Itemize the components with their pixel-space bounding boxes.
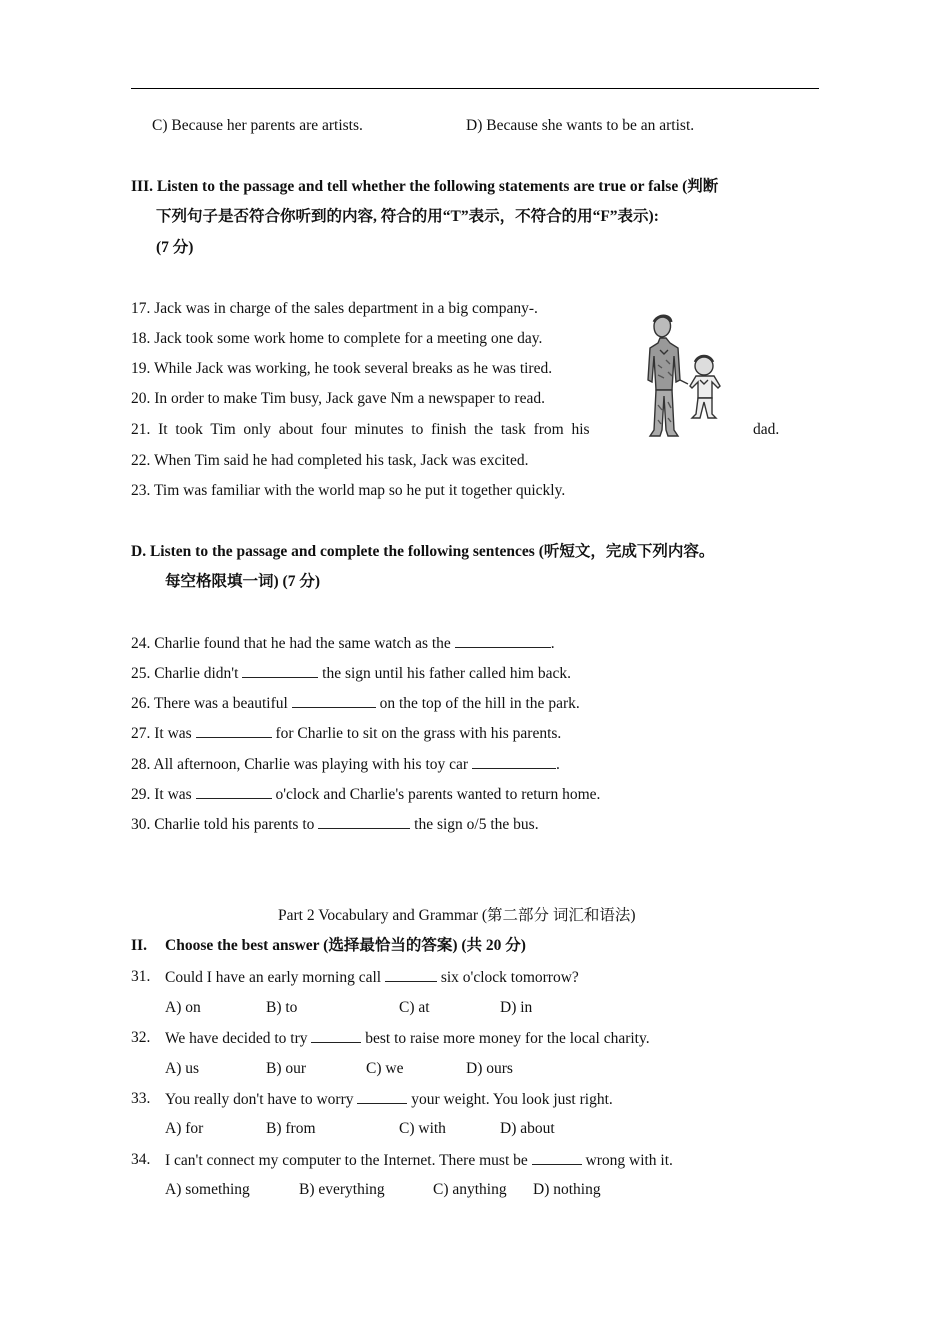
fill-item-text: 25. Charlie didn't: [131, 665, 243, 682]
q31-option-b[interactable]: B) to: [266, 999, 298, 1016]
answer-blank[interactable]: [532, 1150, 582, 1165]
fill-item-text: 27. It was: [131, 725, 196, 742]
option-c: C) Because her parents are artists.: [152, 117, 363, 134]
q32-option-b[interactable]: B) our: [266, 1060, 307, 1077]
q34-option-c[interactable]: C) anything: [433, 1181, 507, 1198]
question-text: I can't connect my computer to the Internet. There must be: [165, 1152, 532, 1169]
q34-option-b[interactable]: B) everything: [299, 1181, 385, 1198]
statement-23: 23. Tim was familiar with the world map so he put it together quickly.: [131, 482, 566, 499]
fill-item-text: on the top of the hill in the park.: [375, 695, 580, 712]
q34-option-d[interactable]: D) nothing: [533, 1181, 601, 1198]
fill-item-text: 28. All afternoon, Charlie was playing with his toy car: [131, 756, 472, 773]
q33-option-b[interactable]: B) from: [266, 1120, 316, 1137]
question-text: best to raise more money for the local charity.: [361, 1030, 650, 1047]
question-text: wrong with it.: [581, 1152, 673, 1169]
question-text: You really don't have to worry: [165, 1091, 358, 1108]
answer-blank[interactable]: [292, 693, 376, 708]
q32-option-a[interactable]: A) us: [165, 1060, 200, 1077]
fill-item-text: the sign o/5 the bus.: [410, 816, 539, 833]
fill-item-30: [131, 814, 539, 835]
answer-blank[interactable]: [455, 633, 551, 648]
question-32: [165, 1028, 650, 1049]
section3-heading-line2: 下列句子是否符合你听到的内容, 符合的用“T”表示，不符合的用“F”表示):: [156, 208, 659, 225]
q34-option-a[interactable]: A) something: [165, 1181, 250, 1198]
question-text: Could I have an early morning call: [165, 969, 385, 986]
question-33: [165, 1089, 613, 1110]
fill-item-28: [131, 754, 560, 775]
statement-21-end: dad.: [753, 421, 780, 438]
question-number: 32.: [131, 1029, 151, 1046]
fill-item-text: 26. There was a beautiful: [131, 695, 292, 712]
q33-option-c[interactable]: C) with: [399, 1120, 446, 1137]
section3-heading-line1: III. Listen to the passage and tell whether the following statements are true or false (判断: [131, 178, 719, 195]
father-son-illustration: [636, 310, 732, 440]
statement-17: 17. Jack was in charge of the sales department in a big company-.: [131, 300, 538, 317]
q32-option-c[interactable]: C) we: [366, 1060, 404, 1077]
q33-option-d[interactable]: D) about: [500, 1120, 555, 1137]
top-rule: [131, 88, 819, 89]
fill-item-text: 29. It was: [131, 786, 196, 803]
fill-item-text: for Charlie to sit on the grass with his parents.: [271, 725, 562, 742]
section3-heading-line3: (7 分): [156, 239, 194, 256]
answer-blank[interactable]: [242, 663, 318, 678]
fill-item-24: [131, 633, 555, 654]
question-text: We have decided to try: [165, 1030, 312, 1047]
fill-item-27: [131, 723, 561, 744]
q32-option-d[interactable]: D) ours: [466, 1060, 513, 1077]
answer-blank[interactable]: [196, 784, 272, 799]
q31-option-a[interactable]: A) on: [165, 999, 201, 1016]
q31-option-d[interactable]: D) in: [500, 999, 533, 1016]
fill-item-text: the sign until his father called him back.: [318, 665, 571, 682]
statement-18: 18. Jack took some work home to complete for a meeting one day.: [131, 330, 543, 347]
question-number: 31.: [131, 968, 151, 985]
question-number: 34.: [131, 1151, 151, 1168]
fill-item-29: [131, 784, 600, 805]
answer-blank[interactable]: [472, 754, 556, 769]
statement-20: 20. In order to make Tim busy, Jack gave Nm a newspaper to read.: [131, 390, 545, 407]
fill-item-text: 24. Charlie found that he had the same watch as the: [131, 635, 455, 652]
part2-heading: Choose the best answer (选择最恰当的答案) (共 20 分): [165, 937, 526, 954]
q31-option-c[interactable]: C) at: [399, 999, 430, 1016]
statement-21: 21. It took Tim only about four minutes to finish the task from his: [131, 421, 590, 438]
answer-blank[interactable]: [357, 1089, 407, 1104]
question-text: six o'clock tomorrow?: [436, 969, 579, 986]
fill-item-text: .: [555, 756, 560, 773]
answer-blank[interactable]: [196, 723, 272, 738]
part2-title: Part 2 Vocabulary and Grammar (第二部分 词汇和语法): [278, 907, 636, 924]
answer-blank[interactable]: [318, 814, 410, 829]
fill-item-text: o'clock and Charlie's parents wanted to return home.: [271, 786, 601, 803]
statement-22: 22. When Tim said he had completed his task, Jack was excited.: [131, 452, 529, 469]
answer-blank[interactable]: [385, 967, 437, 982]
question-number: 33.: [131, 1090, 151, 1107]
sectionD-heading-line2: 每空格限填一词) (7 分): [165, 573, 320, 590]
question-31: [165, 967, 579, 988]
question-34: [165, 1150, 673, 1171]
part2-heading-num: II.: [131, 937, 147, 954]
answer-blank[interactable]: [311, 1028, 361, 1043]
question-text: your weight. You look just right.: [407, 1091, 613, 1108]
option-d: D) Because she wants to be an artist.: [466, 117, 695, 134]
fill-item-text: 30. Charlie told his parents to: [131, 816, 319, 833]
fill-item-25: [131, 663, 571, 684]
sectionD-heading-line1: D. Listen to the passage and complete the following sentences (听短文，完成下列内容。: [131, 543, 715, 560]
q33-option-a[interactable]: A) for: [165, 1120, 204, 1137]
fill-item-text: .: [550, 635, 555, 652]
statement-19: 19. While Jack was working, he took several breaks as he was tired.: [131, 360, 553, 377]
fill-item-26: [131, 693, 580, 714]
